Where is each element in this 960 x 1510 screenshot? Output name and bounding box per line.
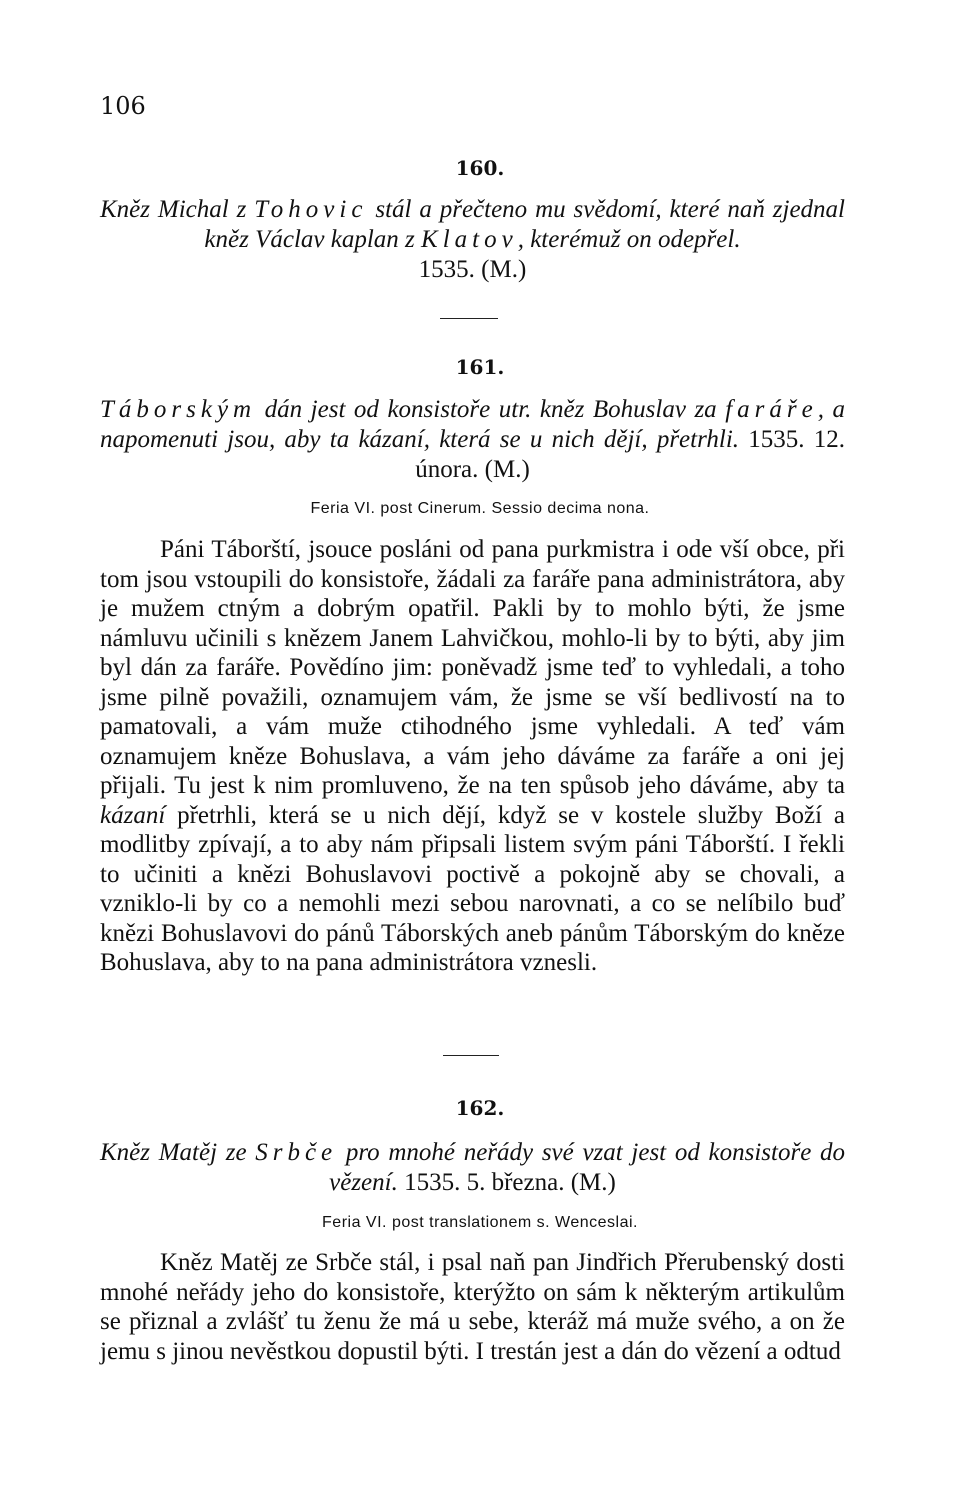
body-italic: kázaní [100,801,166,829]
heading-place-name: Tohovic [254,196,368,223]
section-heading-160 [100,195,845,285]
heading-place-name: Srbče [255,1139,338,1166]
heading-text: , a napomenuti jsou, aby ta kázaní, která se u nich dějí, přetrhli. [100,396,845,453]
body-text: Páni Táborští, jsouce posláni od pana purkmistra i ode vší obce, při tom jsou vstoupili do konsistoře, žádali za faráře pana administrátora, aby je mužem ctným a dobrým opatřil. Pakli by to mohlo býti, že jsme námluvu učinili s knězem Janem Lahvičkou, mohlo-li by to býti, aby jim byl dán za faráře. Povědíno jim: poněvadž jsme teď to vyhledali, a toho jsme pilně považili, oznamujem vám, že jsme se vší bedlivostí na to pamatovali, a vám muže ctihodného jsme vyhledali. A teď vám oznamujem kněze Bohuslava, a vám jeho dáváme za faráře a oni jej přijali. Tu jest k nim promluveno, že na ten spůsob jeho dáváme, aby ta [100,536,845,799]
heading-text: pro mnohé neřády své vzat jest od konsistoře do vězení. [329,1139,845,1196]
body-text: přetrhli, která se u nich dějí, když se v kostele služby Boží a modlitby zpívají, a to aby nám připsali listem svým páni Táborští. I řekli to učiniti a knězi Bohuslavovi poctivě a pokojně aby se chovali, a vzniklo-li by co a nemohli mezi sebou narovnati, a co se nelíbilo buď knězi Bohuslavovi do pánů Táborských aneb pánům Táborským do kněze Bohuslava, aby to na pana administrátora vznesli. [100,801,845,976]
feria-line: Feria VI. post Cinerum. Sessio decima nona. [310,500,650,517]
section-divider [443,1055,499,1056]
section-number-160: 160. [455,156,505,180]
heading-text: , kterémuž on odepřel. [517,226,741,253]
section-body-162: Kněz Matěj ze Srbče stál, i psal naň pan Jindřich Přerubenský dosti mnohé neřády jeho do konsistoře, kterýžto on sám k některým artikulům se přiznal a zvlášť tu ženu že má u sebe, kteráž má muže svého, a on že jemu s jinou nevěstkou dopustil býti. I trestán jest a dán do vězení a odtud [100,1249,845,1365]
heading-date: 1535. 12. února. (M.) [415,426,845,483]
page-number: 106 [100,92,146,120]
feria-line: Feria VI. post translationem s. Wenceslai. [322,1214,638,1231]
heading-place-name: Klatov [421,226,518,253]
heading-text: dán jest od konsistoře utr. kněz Bohuslav za [256,396,726,423]
heading-text: stál a přečteno mu svědomí, které naň zjednal kněz Václav kaplan z [204,196,845,253]
section-number-162: 162. [455,1096,505,1120]
heading-text: Kněz Michal z [100,196,255,223]
section-body-161 [100,535,845,978]
heading-date: 1535. (M.) [418,256,527,283]
heading-place-name: Táborským [100,396,257,423]
section-number-161: 161. [455,355,505,379]
heading-text: Kněz Matěj ze [100,1139,256,1166]
section-heading-161 [100,395,845,485]
section-divider [440,318,498,319]
section-heading-162 [100,1138,845,1198]
heading-emphasis: faráře [725,396,818,423]
heading-date: 1535. 5. března. (M.) [397,1169,616,1196]
